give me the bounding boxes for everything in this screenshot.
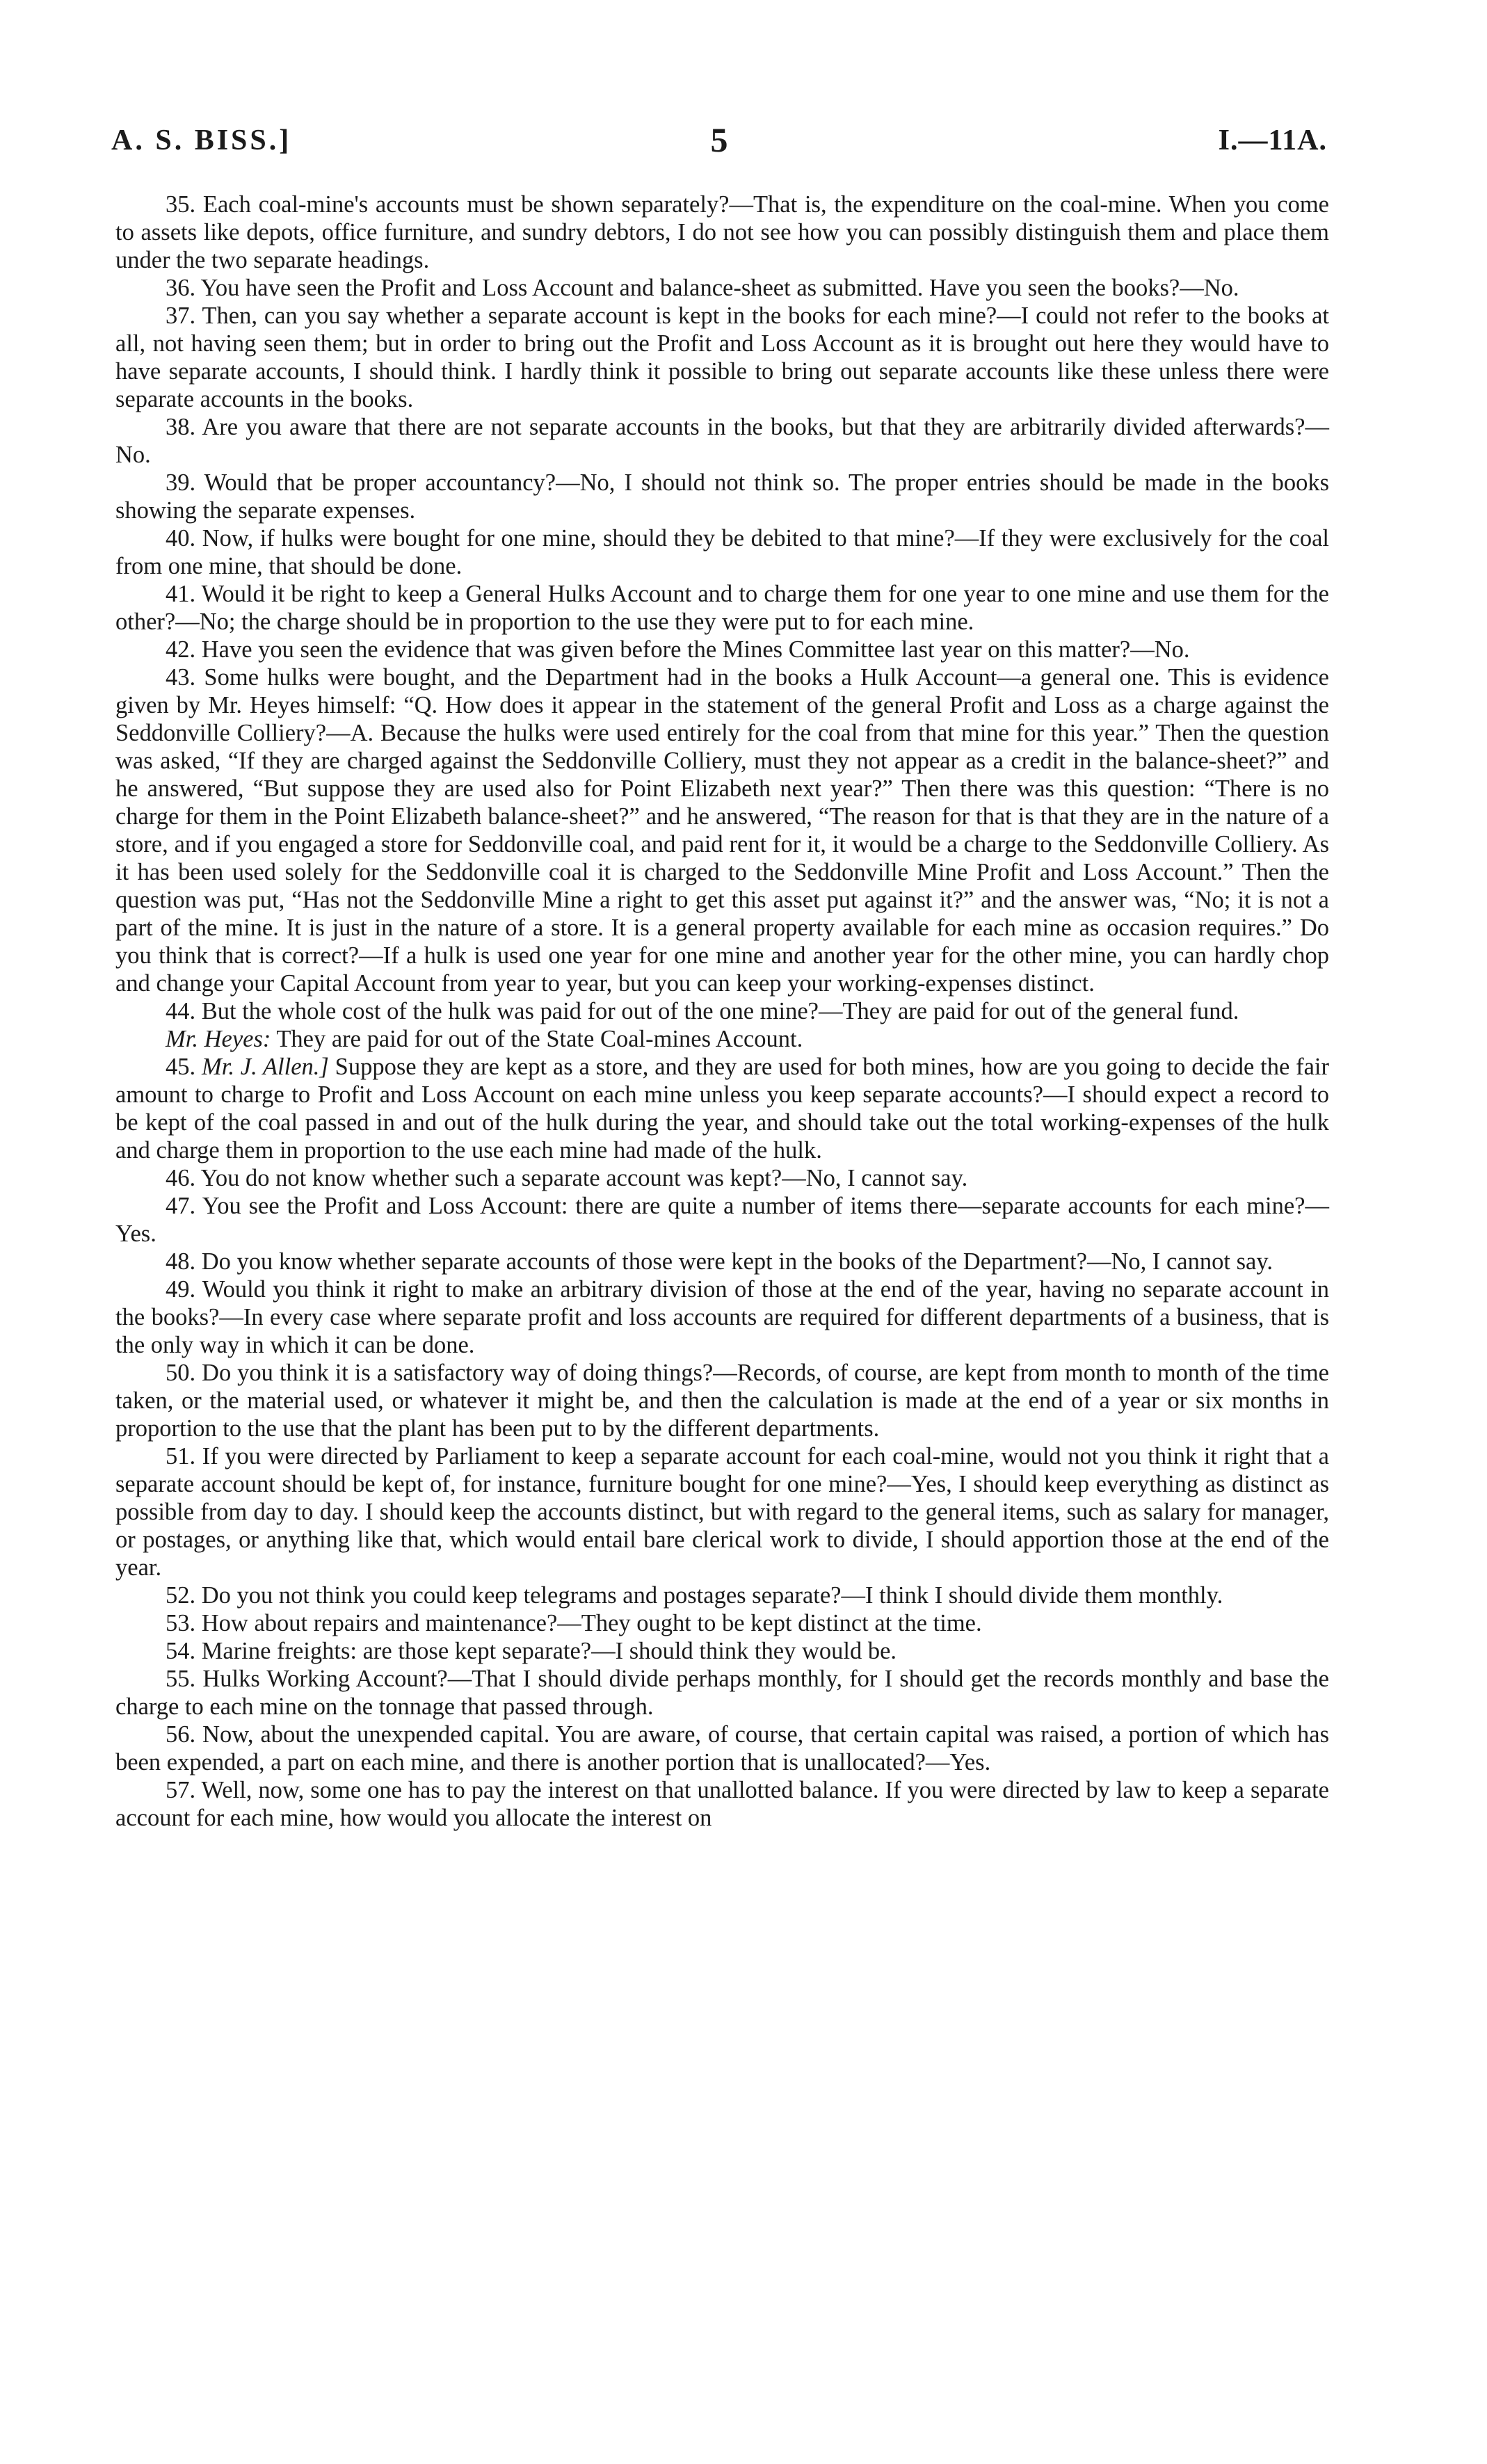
paragraph-52: 52. Do you not think you could keep telegrams and postages separate?—I think I should divide them monthly. [166,1582,1223,1609]
paragraph-50: 50. Do you think it is a satisfactory way of doing things?—Records, of course, are kept from month to month of the time taken, or the material used, or whatever it might be, and then the calculation is made at the end of a year or six months in proportion to the use that the plant has been put to by the different departments. [115,1360,1329,1442]
evidence-body [115,191,1329,1832]
paragraph-39: 39. Would that be proper accountancy?—No, I should not think so. The proper entries should be made in the books showing the separate expenses. [115,469,1329,524]
paragraph-42: 42. Have you seen the evidence that was given before the Mines Committee last year on this matter?—No. [166,636,1190,663]
paragraph-36: 36. You have seen the Profit and Loss Account and balance-sheet as submitted. Have you seen the books?—No. [166,275,1239,301]
paragraph-44: 44. But the whole cost of the hulk was paid for out of the one mine?—They are paid for out of the general fund. [166,998,1239,1024]
paragraph-38: 38. Are you aware that there are not separate accounts in the books, but that they are arbitrarily divided afterwards?—No. [115,414,1329,468]
speaker-name: Mr. J. Allen.] [201,1054,329,1080]
paragraph-37: 37. Then, can you say whether a separate account is kept in the books for each mine?—I could not refer to the books at all, not having seen them; but in order to bring out the Profit and Loss Account as it is brought out here they would have to have separate accounts, I should think. I hardly think it possible to bring out separate accounts like these unless there were separate accounts in the books. [115,303,1329,412]
page-header [111,120,1327,166]
paragraph-number: 45. [166,1054,202,1080]
paragraph-54: 54. Marine freights: are those kept separate?—I should think they would be. [166,1638,897,1664]
paragraph-53: 53. How about repairs and maintenance?—They ought to be kept distinct at the time. [166,1610,982,1636]
paragraph-48: 48. Do you know whether separate accounts of those were kept in the books of the Department?—No, I cannot say. [166,1248,1273,1275]
paragraph-heyes [115,1025,1329,1053]
header-witness: A. S. BISS.] [111,124,292,156]
paragraph-45 [115,1053,1329,1164]
speaker-name: Mr. Heyes: [166,1026,271,1052]
paragraph-46: 46. You do not know whether such a separate account was kept?—No, I cannot say. [166,1165,968,1191]
paragraph-51: 51. If you were directed by Parliament to keep a separate account for each coal-mine, would not you think it right that a separate account should be kept of, for instance, furniture bought for one mine?—Yes, I should keep everything as distinct as possible from day to day. I should keep the accounts distinct, but with regard to the general items, such as salary for manager, or postages, or anything like that, which would entail bare clerical work to divide, I should apportion those at the end of the year. [115,1443,1329,1581]
header-paper-ref: I.—11A. [1218,124,1327,156]
paragraph-text: They are paid for out of the State Coal-mines Account. [271,1026,803,1052]
paragraph-47: 47. You see the Profit and Loss Account: there are quite a number of items there—separate accounts for each mine?—Yes. [115,1193,1329,1247]
paragraph-43: 43. Some hulks were bought, and the Department had in the books a Hulk Account—a general one. This is evidence given by Mr. Heyes himself: “Q. How does it appear in the statement of the general Profit and Loss as a charge against the Seddonville Colliery?—A. Because the hulks were used entirely for the coal from that mine for this year.” Then the question was asked, “If they are charged against the Seddonville Colliery, must they not appear as a credit in the balance-sheet?” and he answered, “But suppose they are used also for Point Elizabeth next year?” Then there was this question: “There is no charge for them in the Point Elizabeth balance-sheet?” and he answered, “The reason for that is that they are in the nature of a store, and if you engaged a store for Seddonville coal, and paid rent for it, it would be a charge to the Seddonville Colliery. As it has been used solely for the Seddonville coal it is charged to the Seddonville Mine Profit and Loss Account.” Then the question was put, “Has not the Seddonville Mine a right to get this asset put against it?” and the answer was, “No; it is not a part of the mine. It is just in the nature of a store. It is a general property available for each mine as occasion requires.” Do you think that is correct?—If a hulk is used one year for one mine and another year for the other mine, you can hardly chop and change your Capital Account from year to year, but you can keep your working-expenses distinct. [115,664,1329,997]
paragraph-57: 57. Well, now, some one has to pay the interest on that unallotted balance. If you were directed by law to keep a separate account for each mine, how would you allocate the interest on [115,1777,1329,1831]
paragraph-41: 41. Would it be right to keep a General Hulks Account and to charge them for one year to one mine and use them for the other?—No; the charge should be in proportion to the use they were put to for each mine. [115,581,1329,635]
paragraph-40: 40. Now, if hulks were bought for one mine, should they be debited to that mine?—If they were exclusively for the coal from one mine, that should be done. [115,525,1329,579]
paragraph-49: 49. Would you think it right to make an arbitrary division of those at the end of the year, having no separate account in the books?—In every case where separate profit and loss accounts are required for different departments of a business, that is the only way in which it can be done. [115,1276,1329,1358]
paragraph-35: 35. Each coal-mine's accounts must be shown separately?—That is, the expenditure on the coal-mine. When you come to assets like depots, office furniture, and sundry debtors, I do not see how you can possibly distinguish them and place them under the two separate headings. [115,191,1329,273]
paragraph-55: 55. Hulks Working Account?—That I should divide perhaps monthly, for I should get the records monthly and base the charge to each mine on the tonnage that passed through. [115,1666,1329,1720]
paragraph-56: 56. Now, about the unexpended capital. You are aware, of course, that certain capital was raised, a portion of which has been expended, a part on each mine, and there is another portion that is unallocated?—Yes. [115,1721,1329,1775]
paragraph-text: Suppose they are kept as a store, and they are used for both mines, how are you going to decide the fair amount to charge to Profit and Loss Account on each mine unless you keep separate accounts?—I should expect a record to be kept of the coal passed in and out of the hulk during the year, and should take out the total working-expenses of the hulk and charge them in proportion to the use each mine had made of the hulk. [115,1054,1330,1163]
page-number: 5 [710,120,728,159]
